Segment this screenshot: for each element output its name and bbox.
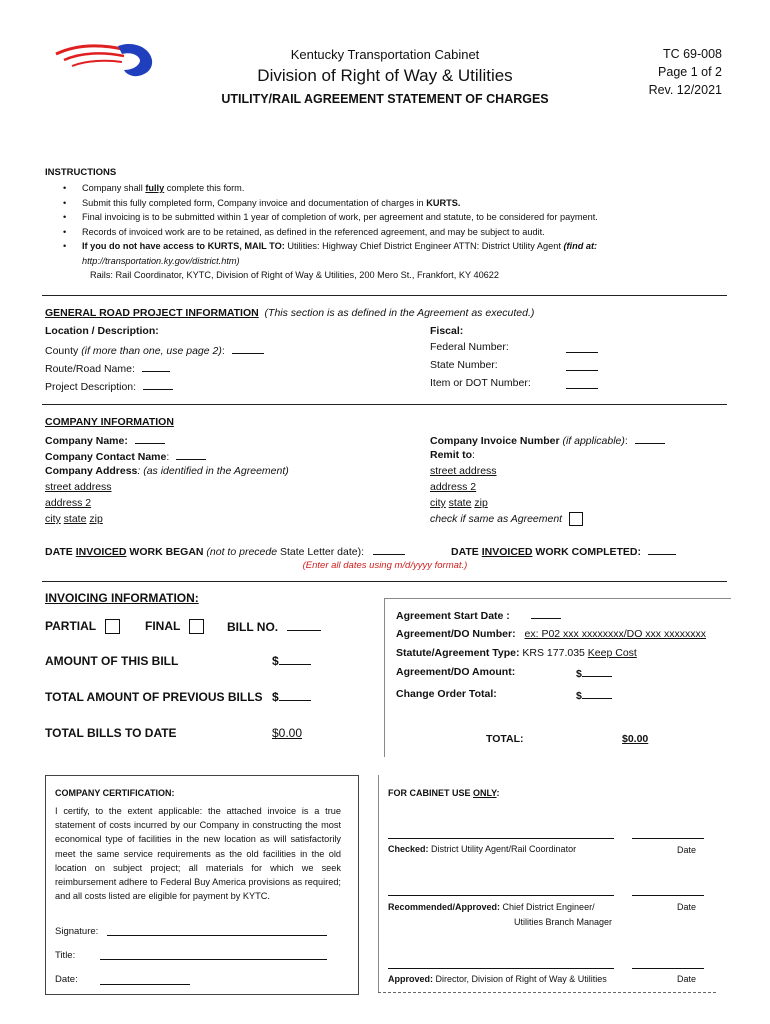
checked-date-line[interactable] — [632, 838, 704, 839]
kytc-logo — [52, 40, 157, 82]
bottom-divider — [378, 992, 716, 993]
company-address2[interactable]: address 2 — [45, 497, 92, 509]
location-label: Location / Description: — [45, 325, 159, 337]
fiscal-label: Fiscal: — [430, 325, 464, 337]
cabinet-heading: FOR CABINET USE ONLY: — [388, 788, 500, 798]
invoice-number-field[interactable]: Company Invoice Number (if applicable): — [430, 433, 665, 447]
company-contact-field[interactable]: Company Contact Name: — [45, 449, 206, 463]
company-name-field[interactable]: Company Name: — [45, 433, 165, 447]
item-number-label: Item or DOT Number: — [430, 377, 531, 389]
bill-number-field[interactable]: BILL NO. — [227, 620, 321, 634]
agreement-amount-input[interactable]: $ — [576, 666, 612, 680]
total-bills-label: TOTAL BILLS TO DATE — [45, 726, 177, 740]
partial-checkbox[interactable] — [105, 619, 120, 634]
instructions-list — [55, 181, 745, 283]
road-heading: GENERAL ROAD PROJECT INFORMATION (This section is as defined in the Agreement as executed.) — [45, 307, 535, 319]
previous-bills-input[interactable]: $ — [272, 690, 311, 704]
divider — [42, 404, 727, 405]
title-line[interactable] — [100, 959, 327, 960]
company-heading: COMPANY INFORMATION — [45, 416, 174, 428]
certification-text: I certify, to the extent applicable: the attached invoice is a true statement of costs incurred by our Company in constructing the most economical type of facilities in the new location as will satisfactorily meet the same service requirements as the old facilities in the old location on subject project; all materials for which we seek reimbursement adhere to Federal Buy America provisions as required; and all costs listed are eligible for payment by KYTC. — [55, 806, 341, 902]
approved-signature-line[interactable] — [388, 968, 614, 969]
recommended-date: Date — [677, 902, 697, 912]
approved-date: Date — [677, 974, 697, 984]
divider — [42, 581, 727, 582]
amount-this-bill-input[interactable]: $ — [272, 654, 311, 668]
work-completed-field[interactable]: DATE INVOICED WORK COMPLETED: — [451, 544, 676, 558]
item-number-input[interactable] — [566, 378, 598, 389]
route-field[interactable]: Route/Road Name: — [45, 361, 170, 375]
federal-number-input[interactable] — [566, 342, 598, 353]
cabinet-panel — [378, 775, 717, 993]
previous-bills-label: TOTAL AMOUNT OF PREVIOUS BILLS — [45, 690, 263, 704]
total-bills-value: $0.00 — [272, 726, 303, 740]
agency-name: Kentucky Transportation Cabinet — [290, 47, 480, 62]
project-description-field[interactable]: Project Description: — [45, 379, 173, 393]
remit-street[interactable]: street address — [430, 465, 497, 477]
recommended-label: Recommended/Approved: Chief District Engineer/ — [388, 902, 595, 912]
kytc-logo-icon — [52, 40, 157, 82]
remit-city-state-zip[interactable]: city state zip — [430, 497, 488, 509]
title-label: Title: — [55, 950, 76, 961]
recommended-signature-line[interactable] — [388, 895, 614, 896]
page-number: Page 1 of 2 — [658, 65, 722, 79]
change-order-label: Change Order Total: — [396, 688, 497, 700]
date-format-note: (Enter all dates using m/d/yyyy format.) — [302, 560, 468, 571]
instruction-item: • If you do not have access to KURTS, MAIL TO: Utilities: Highway Chief District Engineer ATTN: District Utility Agent (find at: http://transportation.ky.gov/district.htm) Rails: Rail Coordinator, KYTC, Division of Right of Way & Utilities, 200 Mero St., Frankfort, KY 40622 — [55, 239, 745, 283]
company-city-state-zip[interactable]: city state zip — [45, 513, 103, 525]
divider — [42, 295, 727, 296]
invoicing-heading: INVOICING INFORMATION: — [45, 591, 199, 605]
agreement-total-label: TOTAL: — [486, 733, 524, 745]
final-option: FINAL — [145, 619, 204, 634]
approved-date-line[interactable] — [632, 968, 704, 969]
recommended-label-2: Utilities Branch Manager — [514, 917, 613, 927]
remit-address2[interactable]: address 2 — [430, 481, 477, 493]
instructions-heading: INSTRUCTIONS — [45, 167, 117, 178]
division-name: Division of Right of Way & Utilities — [257, 66, 513, 85]
form-title: UTILITY/RAIL AGREEMENT STATEMENT OF CHARGES — [221, 92, 549, 106]
county-field[interactable]: County (if more than one, use page 2): — [45, 343, 264, 357]
remit-label: Remit to: — [430, 449, 475, 461]
certification-heading: COMPANY CERTIFICATION: — [55, 788, 175, 798]
instruction-item: • Submit this fully completed form, Company invoice and documentation of charges in KURTS. — [55, 196, 745, 211]
partial-option: PARTIAL — [45, 619, 120, 634]
company-address-label: Company Address: (as identified in the Agreement) — [45, 465, 289, 477]
date-label: Date: — [55, 974, 78, 985]
work-began-field[interactable]: DATE INVOICED WORK BEGAN (not to precede State Letter date): — [45, 544, 405, 558]
signature-line[interactable] — [107, 935, 327, 936]
recommended-date-line[interactable] — [632, 895, 704, 896]
change-order-input[interactable]: $ — [576, 688, 612, 702]
same-as-agreement-checkbox[interactable] — [569, 512, 583, 526]
form-number: TC 69-008 — [662, 47, 722, 61]
checked-date: Date — [677, 845, 697, 855]
amount-this-bill-label: AMOUNT OF THIS BILL — [45, 654, 179, 668]
district-link[interactable]: http://transportation.ky.gov/district.htm) — [82, 255, 240, 266]
checked-signature-line[interactable] — [388, 838, 614, 839]
federal-number-label: Federal Number: — [430, 341, 509, 353]
agreement-total-value: $0.00 — [622, 733, 649, 745]
revision: Rev. 12/2021 — [648, 83, 722, 97]
instruction-item: • Final invoicing is to be submitted within 1 year of completion of work, per agreement and statute, to be considered for payment. — [55, 210, 745, 225]
company-street[interactable]: street address — [45, 481, 112, 493]
agreement-start-field[interactable]: Agreement Start Date : — [396, 608, 561, 622]
agreement-amount-label: Agreement/DO Amount: — [396, 666, 516, 678]
signature-label: Signature: — [55, 926, 99, 937]
checked-label: Checked: District Utility Agent/Rail Coordinator — [388, 844, 577, 854]
final-checkbox[interactable] — [189, 619, 204, 634]
agreement-do-field[interactable]: Agreement/DO Number: ex: P02 xxx xxxxxxxx/DO xxx xxxxxxxx — [396, 628, 706, 640]
instruction-item: • Records of invoiced work are to be retained, as defined in the referenced agreement, and may be subject to audit. — [55, 225, 745, 240]
statute-field[interactable]: Statute/Agreement Type: KRS 177.035 Keep Cost — [396, 647, 637, 659]
date-line[interactable] — [100, 984, 190, 985]
state-number-input[interactable] — [566, 360, 598, 371]
same-as-agreement: check if same as Agreement — [430, 512, 583, 526]
approved-label: Approved: Director, Division of Right of Way & Utilities — [388, 974, 607, 984]
instruction-item: • Company shall fully complete this form. — [55, 181, 745, 196]
state-number-label: State Number: — [430, 359, 498, 371]
